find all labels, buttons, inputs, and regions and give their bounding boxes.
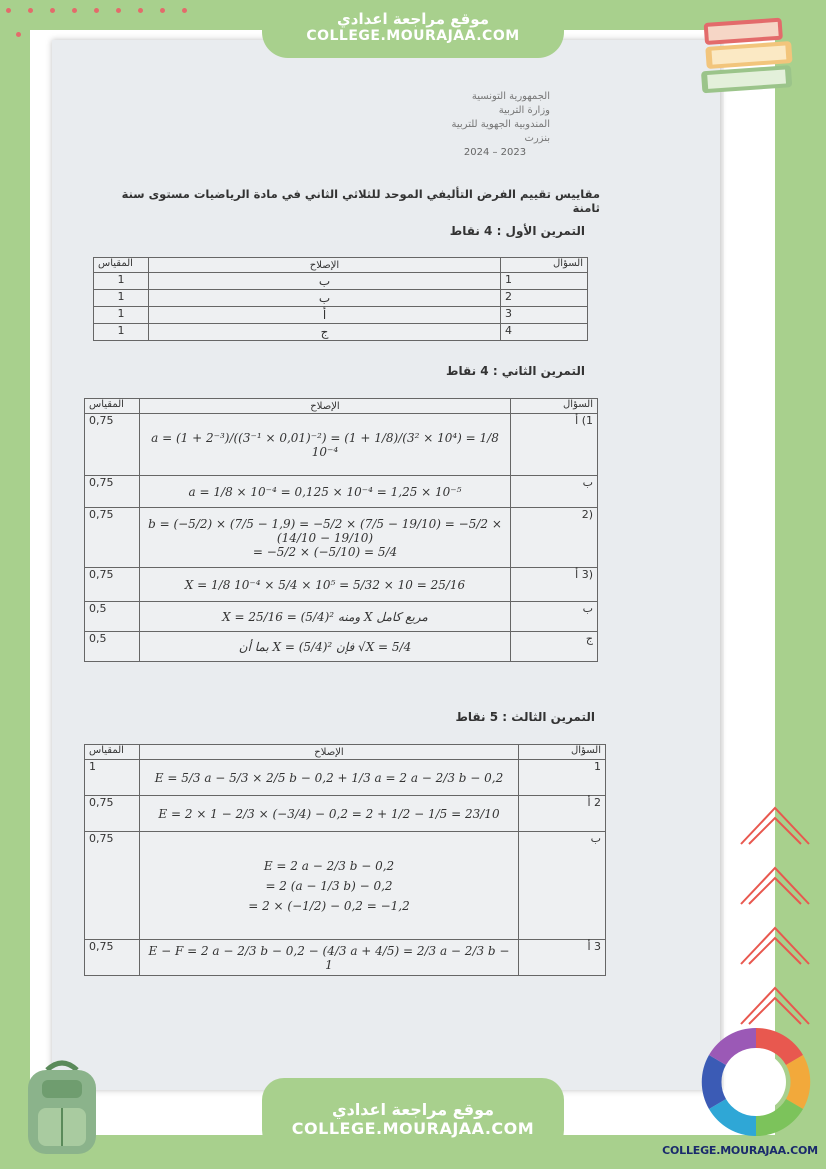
- question-cell: 4: [501, 324, 588, 341]
- correction-cell: X = 25/16 = (5/4)² ومنه X مربع كامل: [140, 602, 511, 632]
- question-cell: 1: [501, 273, 588, 290]
- question-cell: 1) أ: [511, 414, 598, 476]
- question-cell: ب: [511, 602, 598, 632]
- question-cell: ب: [519, 832, 606, 940]
- correction-cell: بما أن X = (5/4)² فإن √X = 5/4: [140, 632, 511, 662]
- table-row: [85, 568, 598, 602]
- score-cell: 0,75: [85, 832, 140, 940]
- correction-cell: a = 1/8 × 10⁻⁴ = 0,125 × 10⁻⁴ = 1,25 × 10⁻⁵: [140, 476, 511, 508]
- score-cell: 1: [94, 324, 149, 341]
- table-row: [94, 290, 588, 307]
- score-cell: 1: [94, 273, 149, 290]
- question-cell: 3: [501, 307, 588, 324]
- backpack-icon: [12, 1056, 112, 1160]
- header-question: السؤال: [511, 399, 598, 414]
- decorative-dot: [6, 8, 11, 13]
- header-ministry: وزارة التربية: [498, 105, 550, 116]
- site-url[interactable]: COLLEGE.MOURAJAA.COM: [306, 28, 520, 44]
- correction-cell: ب: [149, 290, 501, 307]
- score-cell: 1: [85, 760, 140, 796]
- question-cell: 2 أ: [519, 796, 606, 832]
- exercise1-title: التمرين الأول : 4 نقاط: [449, 224, 585, 238]
- exercise3-table: [84, 744, 606, 976]
- site-banner-top[interactable]: [262, 0, 564, 58]
- books-icon: [696, 14, 802, 98]
- header-score: المقياس: [85, 399, 140, 414]
- site-logo-icon[interactable]: [694, 1022, 818, 1142]
- header-score: المقياس: [94, 258, 149, 273]
- table-row: [94, 307, 588, 324]
- score-cell: 0,75: [85, 568, 140, 602]
- question-cell: 2: [501, 290, 588, 307]
- score-cell: 0,75: [85, 476, 140, 508]
- table-row: [85, 414, 598, 476]
- correction-cell: ج: [149, 324, 501, 341]
- document-title: مقاييس تقييم الفرض التأليفي الموحد للثلاثي الثاني في مادة الرياضيات مستوى سنة ثامنة: [121, 187, 600, 215]
- correction-cell: E = 2 × 1 − 2/3 × (−3/4) − 0,2 = 2 + 1/2 − 1/5 = 23/10: [140, 796, 519, 832]
- table-row: [85, 760, 606, 796]
- decorative-dot: [50, 8, 55, 13]
- header-question: السؤال: [519, 745, 606, 760]
- score-cell: 1: [94, 290, 149, 307]
- table-row: [85, 508, 598, 568]
- question-cell: (2: [511, 508, 598, 568]
- decorative-dot: [16, 32, 21, 37]
- table-header-row: [85, 745, 606, 760]
- decorative-dot: [116, 8, 121, 13]
- table-row: [85, 602, 598, 632]
- question-cell: ب: [511, 476, 598, 508]
- score-cell: 0,5: [85, 632, 140, 662]
- decorative-dot: [138, 8, 143, 13]
- score-cell: 0,75: [85, 414, 140, 476]
- correction-cell: [140, 508, 511, 568]
- logo-caption: COLLEGE.MOURAJAA.COM: [662, 1144, 818, 1157]
- correction-cell: E − F = 2 a − 2/3 b − 0,2 − (4/3 a + 4/5) = 2/3 a − 2/3 b − 1: [140, 940, 519, 976]
- chevron-up-icon: [735, 790, 815, 1040]
- score-cell: 0,75: [85, 796, 140, 832]
- question-cell: 1: [519, 760, 606, 796]
- site-banner-bottom[interactable]: [262, 1078, 564, 1152]
- correction-cell: a = (1 + 2⁻³)/((3⁻¹ × 0,01)⁻²) = (1 + 1/8)/(3² × 10⁴) = 1/8 10⁻⁴: [140, 414, 511, 476]
- exercise1-table: [93, 257, 588, 341]
- table-row: [85, 796, 606, 832]
- header-country: الجمهورية التونسية: [471, 91, 550, 102]
- header-regional: المندوبية الجهوية للتربية بنزرت: [451, 119, 550, 144]
- decorative-dot: [72, 8, 77, 13]
- correction-cell: X = 1/8 10⁻⁴ × 5/4 × 10⁵ = 5/32 × 10 = 25/16: [140, 568, 511, 602]
- correction-cell: ب: [149, 273, 501, 290]
- decorative-dot: [28, 8, 33, 13]
- correction-line: E = 2 a − 2/3 b − 0,2: [263, 858, 395, 873]
- header-correction: الإصلاح: [140, 745, 519, 760]
- table-header-row: [85, 399, 598, 414]
- header-correction: الإصلاح: [140, 399, 511, 414]
- correction-line: = −5/2 × (−5/10) = 5/4: [252, 544, 398, 559]
- score-cell: 1: [94, 307, 149, 324]
- table-row: [94, 324, 588, 341]
- correction-line: = 2 × (−1/2) − 0,2 = −1,2: [248, 898, 410, 913]
- question-cell: ج: [511, 632, 598, 662]
- table-row: [85, 632, 598, 662]
- official-header: [440, 90, 550, 160]
- question-cell: (3 أ: [511, 568, 598, 602]
- site-name: موقع مراجعة اعدادي: [337, 10, 489, 28]
- exercise2-title: التمرين الثاني : 4 نقاط: [446, 364, 585, 378]
- exercise3-title: التمرين الثالث : 5 نقاط: [455, 710, 595, 724]
- decorative-dot: [182, 8, 187, 13]
- table-row: [85, 476, 598, 508]
- table-row: [85, 940, 606, 976]
- correction-cell: أ: [149, 307, 501, 324]
- decorative-dot: [160, 8, 165, 13]
- table-row: [85, 832, 606, 940]
- header-correction: الإصلاح: [149, 258, 501, 273]
- correction-line: = 2 (a − 1/3 b) − 0,2: [265, 878, 393, 893]
- score-cell: 0,5: [85, 602, 140, 632]
- decorative-dot: [94, 8, 99, 13]
- header-score: المقياس: [85, 745, 140, 760]
- question-cell: 3 أ: [519, 940, 606, 976]
- correction-line: b = (−5/2) × (7/5 − 1,9) = −5/2 × (7/5 − 19/10) = −5/2 × (14/10 − 19/10): [148, 516, 502, 545]
- site-url[interactable]: COLLEGE.MOURAJAA.COM: [291, 1119, 535, 1138]
- exercise2-table: [84, 398, 598, 662]
- score-cell: 0,75: [85, 508, 140, 568]
- header-question: السؤال: [501, 258, 588, 273]
- correction-cell: E = 5/3 a − 5/3 × 2/5 b − 0,2 + 1/3 a = 2 a − 2/3 b − 0,2: [140, 760, 519, 796]
- header-year: 2024 – 2023: [463, 147, 527, 158]
- table-header-row: [94, 258, 588, 273]
- site-name: موقع مراجعة اعدادي: [331, 1100, 495, 1119]
- correction-cell: [140, 832, 519, 940]
- score-cell: 0,75: [85, 940, 140, 976]
- table-row: [94, 273, 588, 290]
